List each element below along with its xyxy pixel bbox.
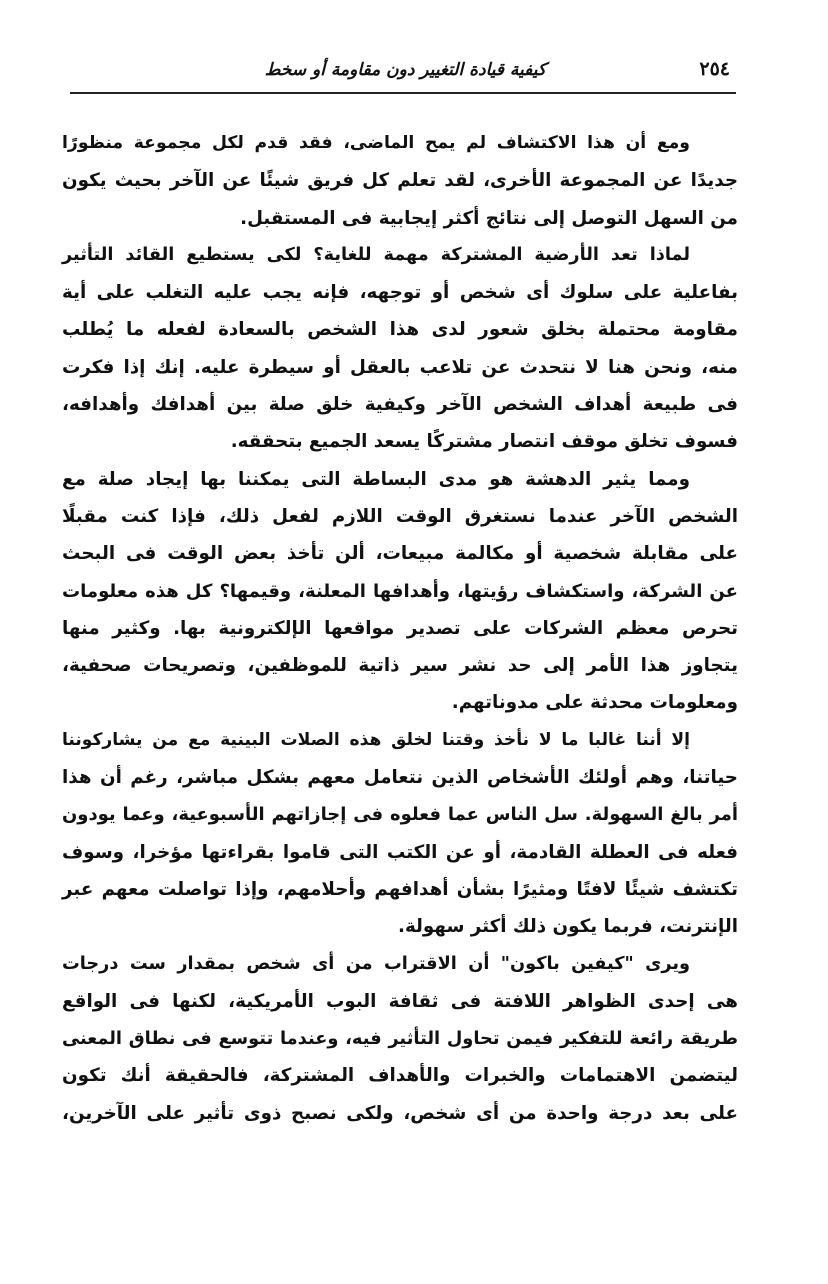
text-line: فى طبيعة أهداف الشخص الآخر وكيفية خلق صلة بين أهدافك وأهدافه، [62,394,738,416]
text-line: على بعد درجة واحدة من أى شخص، ولكى نصبح ذوى تأثير على الآخرين، [62,1102,738,1124]
text-line: ومما يثير الدهشة هو مدى البساطة التى يمكننا بها إيجاد صلة مع [62,468,690,490]
text-line: فسوف تخلق موقف انتصار مشتركًا يسعد الجميع بتحققه. [230,431,738,453]
text-line: عن الشركة، واستكشاف رؤيتها، وأهدافها المعلنة، وقيمها؟ كل هذه معلومات [62,580,738,602]
paragraph [62,125,738,237]
text-line: من السهل التوصل إلى نتائج أكثر إيجابية فى المستقبل. [240,207,738,229]
text-line: أمر بالغ السهولة. سل الناس عما فعلوه فى إجازاتهم الأسبوعية، وعما يودون [62,804,738,826]
paragraph [62,237,738,461]
text-line: يتجاوز هذا الأمر إلى حد نشر سير ذاتية للموظفين، وتصريحات صحفية، [62,655,738,677]
body-text [62,125,738,1132]
text-line: إلا أننا غالبا ما لا نأخذ وقتنا لخلق هذه الصلات البينية مع من يشاركوننا [62,729,690,750]
text-line: على مقابلة شخصية أو مكالمة مبيعات، ألن تأخذ بعض الوقت فى البحث [62,543,738,565]
text-line: تكتشف شيئًا لافتًا ومثيرًا بشأن أهدافهم وأحلامهم، وإذا تواصلت معهم عبر [62,878,738,900]
page-number: ٢٥٤ [699,58,730,80]
text-line: ويرى "كيفين باكون" أن الاقتراب من أى شخص بمقدار ست درجات [62,953,690,974]
paragraph [62,946,738,1132]
text-line: تحرص معظم الشركات على تصدير مواقعها الإلكترونية بها. وكثير منها [62,617,738,639]
text-line: هى إحدى الظواهر اللافتة فى ثقافة البوب الأمريكية، لكنها فى الواقع [62,990,738,1012]
text-line: ومعلومات محدثة على مدوناتهم. [451,692,738,714]
text-line: ليتضمن الاهتمامات والخبرات والأهداف المشتركة، فالحقيقة أنك تكون [62,1065,738,1087]
text-line: الشخص الآخر عندما نستغرق الوقت اللازم لفعل ذلك، فإذا كنت مقبلًا [62,505,738,527]
text-line: فعله فى العطلة القادمة، أو عن الكتب التى قاموا بقراءتها مؤخرا، وسوف [62,841,738,863]
text-line: مقاومة محتملة بخلق شعور لدى هذا الشخص بالسعادة لفعله ما يُطلب [62,319,738,341]
text-line: بفاعلية على سلوك أى شخص أو توجهه، فإنه يجب عليه التغلب على أية [62,282,738,304]
text-line: حياتنا، وهم أولئك الأشخاص الذين نتعامل معهم بشكل مباشر، رغم أن هذا [62,767,738,789]
paragraph [62,722,738,946]
running-title: كيفية قيادة التغيير دون مقاومة أو سخط [264,60,546,80]
text-line: الإنترنت، فربما يكون ذلك أكثر سهولة. [398,916,738,938]
text-line: منه، ونحن هنا لا نتحدث عن تلاعب بالعقل أو سيطرة عليه. إنك إذا فكرت [62,356,738,378]
paragraph [62,461,738,722]
page-header [70,58,736,94]
text-line: لماذا تعد الأرضية المشتركة مهمة للغاية؟ لكى يستطيع القائد التأثير [62,244,690,265]
text-line: ومع أن هذا الاكتشاف لم يمح الماضى، فقد قدم لكل مجموعة منظورًا [62,133,690,153]
text-line: جديدًا عن المجموعة الأخرى، لقد تعلم كل فريق شيئًا عن الآخر بحيث يكون [62,170,738,192]
text-line: طريقة رائعة للتفكير فيمن تحاول التأثير فيه، وعندما تتوسع فى نطاق المعنى [62,1028,738,1050]
